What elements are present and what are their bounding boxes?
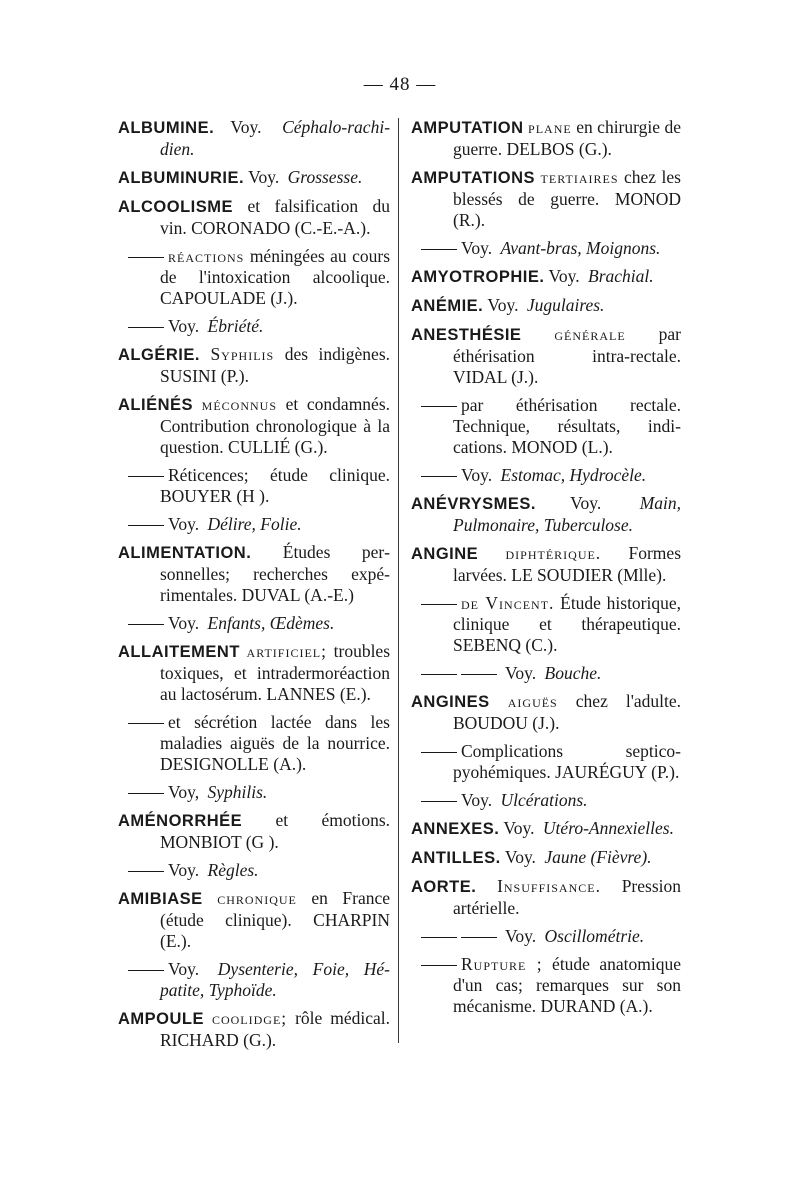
- entry-qualifier: réactions: [168, 246, 245, 266]
- entry-heading: ALIMENTATION.: [118, 544, 252, 562]
- entry-cross-reference: Ulcérations.: [500, 790, 588, 810]
- entry-text: Voy.: [248, 167, 280, 187]
- entry-text: et falsification du vin. CORONADO (C.-E.-A.).: [160, 196, 390, 238]
- index-subentry: [411, 238, 681, 259]
- entry-heading: AORTE.: [411, 878, 477, 896]
- index-entry: [118, 117, 390, 160]
- entry-cross-reference: Jugulaires.: [526, 295, 605, 315]
- entry-heading: ALBUMINURIE.: [118, 169, 245, 187]
- entry-cross-reference: Utéro-Annexielles.: [542, 818, 674, 838]
- entry-qualifier: coolidge;: [211, 1008, 288, 1028]
- entry-text: Réticences; étude clinique. BOUYER (H ).: [160, 465, 390, 506]
- repeat-dash: [128, 624, 164, 625]
- repeat-dash: [421, 674, 457, 675]
- entry-qualifier: diphtérique.: [505, 543, 602, 563]
- entry-text: chez l'adulte. BOUDOU (J.).: [453, 691, 682, 733]
- entry-heading: ANÉMIE.: [411, 297, 484, 315]
- index-entry: [411, 876, 681, 919]
- entry-text: Voy.: [230, 117, 262, 137]
- repeat-dash: [128, 970, 164, 971]
- entry-text: et émotions. MONBIOT (G ).: [160, 810, 391, 852]
- entry-heading: ALGÉRIE.: [118, 346, 200, 364]
- index-subentry: [118, 860, 390, 881]
- entry-qualifier: chronique: [217, 888, 297, 908]
- index-subentry: [411, 954, 681, 1017]
- repeat-dash: [461, 937, 497, 938]
- repeat-dash: [128, 525, 164, 526]
- repeat-dash: [421, 604, 457, 605]
- index-subentry: [411, 465, 681, 486]
- entry-heading: AMYOTROPHIE.: [411, 268, 545, 286]
- index-entry: [411, 324, 681, 388]
- index-column-right: [411, 117, 681, 1024]
- entry-text: Voy.: [168, 613, 200, 633]
- entry-cross-reference: Jaune (Fièvre).: [544, 847, 652, 867]
- entry-text: Voy.: [168, 860, 200, 880]
- entry-text: rôle médical. RICHARD (G.).: [160, 1008, 391, 1050]
- entry-qualifier: artificiel;: [246, 641, 327, 661]
- index-subentry: [118, 782, 390, 803]
- repeat-dash: [128, 257, 164, 258]
- entry-heading: ANTILLES.: [411, 849, 501, 867]
- repeat-dash: [421, 801, 457, 802]
- repeat-dash: [421, 752, 457, 753]
- repeat-dash: [421, 965, 457, 966]
- entry-text: des indigènes. SUSINI (P.).: [160, 344, 391, 386]
- entry-text: Étude historique, clinique et thérapeutique. SEBENQ (C.).: [453, 593, 682, 655]
- index-subentry: [118, 514, 390, 535]
- index-subentry: [118, 465, 390, 507]
- index-entry: [411, 543, 681, 586]
- entry-heading: ALBUMINE.: [118, 119, 215, 137]
- entry-text: et sécrétion lactée dans les maladies aiguës de la nourrice. DESIGNOLLE (A.).: [160, 712, 390, 774]
- entry-text: Voy.: [548, 266, 580, 286]
- entry-heading: AMIBIASE: [118, 890, 203, 908]
- entry-qualifier: aiguës: [507, 691, 558, 711]
- entry-text: troubles toxiques, et intradermoréaction au lactosérum. LANNES (E.).: [160, 641, 391, 704]
- index-subentry: [118, 712, 390, 775]
- entry-cross-reference: Brachial.: [588, 266, 654, 286]
- entry-text: Pression artérielle.: [453, 876, 681, 918]
- index-entry: [411, 266, 681, 288]
- repeat-dash: [128, 327, 164, 328]
- entry-text: Voy.: [168, 514, 200, 534]
- entry-text: Formes larvées. LE SOUDIER (Mlle).: [453, 543, 681, 585]
- entry-text: Voy.: [168, 959, 200, 979]
- entry-text: méningées au cours de l'intoxication alcoolique. CAPOULADE (J.).: [160, 246, 390, 308]
- entry-qualifier: plane: [528, 117, 572, 137]
- index-subentry: [411, 741, 681, 783]
- index-subentry: [118, 613, 390, 634]
- index-entry: [118, 810, 390, 853]
- index-entry: [411, 691, 681, 734]
- entry-heading: AMPUTATIONS: [411, 169, 536, 187]
- entry-cross-reference: Dysenterie, Foie, Hépatite, Typhoïde.: [160, 959, 390, 1000]
- entry-cross-reference: Enfants, Œdèmes.: [207, 613, 335, 633]
- entry-text: en France (étude clinique). CHARPIN (E.).: [160, 888, 391, 951]
- repeat-dash: [128, 793, 164, 794]
- entry-text: Études personnelles; recherches expérimentales. DUVAL (A.-E.): [160, 542, 390, 605]
- entry-heading: ALCOOLISME: [118, 198, 233, 216]
- entry-qualifier: Rupture ;: [461, 954, 543, 974]
- index-entry: [411, 295, 681, 317]
- entry-heading: ALIÉNÉS: [118, 396, 194, 414]
- index-subentry: [118, 246, 390, 309]
- column-divider: [398, 118, 399, 1043]
- entry-cross-reference: Céphalo-rachidien.: [160, 117, 391, 159]
- entry-qualifier: méconnus: [201, 394, 277, 414]
- index-subentry: [411, 593, 681, 656]
- index-subentry: [411, 663, 681, 684]
- entry-qualifier: générale: [554, 324, 626, 344]
- index-entry: [118, 344, 390, 387]
- entry-qualifier: de Vincent.: [461, 593, 555, 613]
- index-subentry: [118, 959, 390, 1001]
- entry-text: par éthérisation rectale. Technique, résultats, indications. MONOD (L.).: [453, 395, 681, 457]
- entry-text: Voy.: [504, 847, 536, 867]
- entry-text: Complications septicopyohémiques. JAURÉGUY (P.).: [453, 741, 681, 782]
- entry-heading: ANNEXES.: [411, 820, 500, 838]
- entry-text: Voy.: [461, 465, 493, 485]
- index-subentry: [411, 395, 681, 458]
- repeat-dash: [128, 476, 164, 477]
- entry-text: Voy.: [461, 790, 493, 810]
- entry-qualifier: tertiaires: [540, 167, 619, 187]
- repeat-dash: [128, 871, 164, 872]
- repeat-dash: [421, 406, 457, 407]
- index-entry: [411, 117, 681, 160]
- entry-text: Voy.: [505, 926, 537, 946]
- repeat-dash: [421, 249, 457, 250]
- index-column-left: [118, 117, 390, 1058]
- index-entry: [118, 394, 390, 458]
- entry-cross-reference: Grossesse.: [287, 167, 363, 187]
- entry-text: Voy,: [168, 782, 200, 802]
- entry-cross-reference: Avant-bras, Moignons.: [500, 238, 661, 258]
- repeat-dash: [461, 674, 497, 675]
- entry-cross-reference: Syphilis.: [207, 782, 268, 802]
- entry-text: Voy.: [505, 663, 537, 683]
- entry-text: Voy.: [461, 238, 493, 258]
- entry-qualifier: Insuffisance.: [497, 876, 601, 896]
- entry-heading: AMÉNORRHÉE: [118, 812, 243, 830]
- entry-text: Voy.: [570, 493, 602, 513]
- entry-qualifier: Syphilis: [210, 344, 275, 364]
- entry-text: étude anatomique d'un cas; remarques sur son mécanisme. DURAND (A.).: [453, 954, 681, 1016]
- entry-heading: ANESTHÉSIE: [411, 326, 522, 344]
- index-entry: [118, 1008, 390, 1051]
- entry-text: et condamnés. Contribution chronologique à la question. CULLIÉ (G.).: [160, 394, 391, 457]
- entry-text: Voy.: [503, 818, 535, 838]
- index-entry: [411, 818, 681, 840]
- page-number: — 48 —: [363, 74, 437, 95]
- entry-heading: ANGINE: [411, 545, 479, 563]
- repeat-dash: [421, 937, 457, 938]
- entry-text: en chirurgie de guerre. DELBOS (G.).: [453, 117, 682, 159]
- entry-cross-reference: Main, Pulmonaire, Tuberculose.: [453, 493, 682, 535]
- entry-heading: AMPOULE: [118, 1010, 204, 1028]
- entry-cross-reference: Bouche.: [544, 663, 602, 683]
- entry-heading: ALLAITEMENT: [118, 643, 240, 661]
- index-entry: [118, 167, 390, 189]
- entry-cross-reference: Règles.: [207, 860, 259, 880]
- index-entry: [118, 542, 390, 606]
- repeat-dash: [128, 723, 164, 724]
- entry-text: chez les blessés de guerre. MONOD (R.).: [453, 167, 681, 230]
- entry-heading: AMPUTATION: [411, 119, 524, 137]
- entry-cross-reference: Oscillométrie.: [544, 926, 645, 946]
- entry-text: Voy.: [168, 316, 200, 336]
- entry-text: par éthérisation intra-rectale. VIDAL (J.).: [453, 324, 681, 387]
- index-entry: [411, 167, 681, 231]
- entry-heading: ANGINES: [411, 693, 490, 711]
- entry-text: Voy.: [487, 295, 519, 315]
- index-entry: [411, 847, 681, 869]
- entry-cross-reference: Estomac, Hydrocèle.: [500, 465, 647, 485]
- index-entry: [118, 196, 390, 239]
- index-entry: [411, 493, 681, 536]
- repeat-dash: [421, 476, 457, 477]
- index-subentry: [118, 316, 390, 337]
- entry-cross-reference: Délire, Folie.: [207, 514, 302, 534]
- index-subentry: [411, 926, 681, 947]
- entry-cross-reference: Ébriété.: [207, 316, 264, 336]
- index-entry: [118, 888, 390, 952]
- index-subentry: [411, 790, 681, 811]
- entry-heading: ANÉVRYSMES.: [411, 495, 536, 513]
- index-entry: [118, 641, 390, 705]
